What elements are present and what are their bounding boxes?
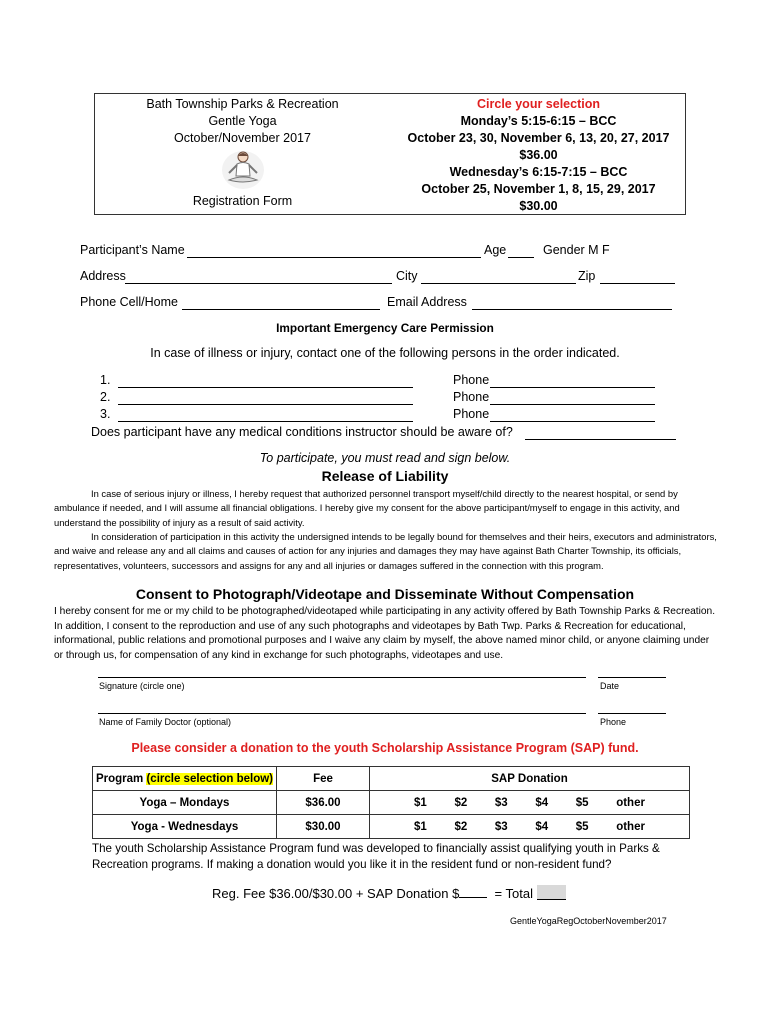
signature-label: Signature (circle one) [99,681,185,691]
release-title: Release of Liability [321,468,449,484]
wednesday-fee: $30.00 [519,199,558,213]
zip-label: Zip [578,269,596,283]
contact-number-1: 1. [100,373,111,387]
date-field[interactable] [598,677,666,678]
participant-label: Participant’s Name [80,243,185,257]
total-field[interactable] [537,885,566,900]
contact-field-3[interactable] [118,421,413,422]
address-field[interactable] [125,283,392,284]
email-label: Email Address [387,295,467,309]
selection-prompt: Circle your selection [477,97,600,111]
donation-option[interactable]: $2 [454,796,468,809]
age-label: Age [484,243,507,257]
wednesday-option[interactable]: Wednesday’s 6:15-7:15 – BCC [449,165,628,179]
signature-field[interactable] [98,677,586,678]
sap-explanation: The youth Scholarship Assistance Program fund was developed to financially assist qualifying youth in Parks & Recreation programs. If making a donation would you like it in the resident fund or non-resident fund? [92,842,660,871]
donation-option[interactable]: $1 [414,796,427,809]
form-title: Registration Form [192,194,293,208]
header-box [94,93,686,215]
address-label: Address [80,269,126,283]
medical-conditions-field[interactable] [525,439,676,440]
fee-header: Fee [277,767,370,791]
donation-option[interactable]: other [616,820,645,833]
monday-dates: October 23, 30, November 6, 13, 20, 27, 2017 [407,131,670,145]
sap-appeal: Please consider a donation to the youth Scholarship Assistance Program (SAP) fund. [131,741,639,755]
phone-field[interactable] [182,309,380,310]
doctor-phone-field[interactable] [598,713,666,714]
monday-fee: $36.00 [519,148,558,162]
donation-option[interactable]: $5 [575,796,589,809]
donation-option[interactable]: other [616,796,645,809]
monday-option[interactable]: Monday’s 5:15-6:15 – BCC [460,114,617,128]
city-label: City [396,269,418,283]
contact-number-3: 3. [100,407,111,421]
medical-question: Does participant have any medical conditions instructor should be aware of? [91,425,513,439]
class-name: Gentle Yoga [208,114,277,128]
footer-file-id: GentleYogaRegOctoberNovember2017 [510,916,667,926]
yoga-person-icon [95,148,390,190]
donation-header: SAP Donation [370,767,690,791]
age-field[interactable] [508,257,534,258]
city-field[interactable] [421,283,576,284]
donation-option[interactable]: $5 [575,820,589,833]
sap-row-monday[interactable] [93,791,690,815]
sap-row-wednesday[interactable] [93,815,690,839]
photo-consent-title: Consent to Photograph/Videotape and Disseminate Without Compensation [135,586,635,602]
org-name: Bath Township Parks & Recreation [146,97,339,111]
read-sign-note: To participate, you must read and sign below. [259,451,511,465]
donation-options-wednesday [370,815,690,839]
participant-name-field[interactable] [187,257,481,258]
contact-phone-label-3: Phone [453,407,490,421]
program-header-label: Program [95,772,144,785]
program-wednesday[interactable]: Yoga - Wednesdays [93,815,277,839]
emergency-title: Important Emergency Care Permission [276,321,494,335]
contact-field-2[interactable] [118,404,413,405]
session-name: October/November 2017 [174,131,311,145]
donation-option[interactable]: $4 [535,820,549,833]
donation-option[interactable]: $4 [535,796,549,809]
header-left [95,94,390,210]
contact-phone-label-1: Phone [453,373,490,387]
contact-number-2: 2. [100,390,111,404]
donation-option[interactable]: $3 [494,796,508,809]
contact-phone-field-2[interactable] [490,404,655,405]
program-monday[interactable]: Yoga – Mondays [93,791,277,815]
photo-consent-text: I hereby consent for me or my child to be photographed/videotaped while participating in any activity offered by Bath Township Parks & Recreation. In addition, I consent to the reproduction and use of any such photographs and videotapes by Bath Twp. Parks & Recreation for educational, informational, public relations and promotional purposes and I waive any claim by myself, the above named minor child, or anyone claiming under or through us, for compensation of any kind in exchange for such photographs, videotapes and use. [54,606,716,661]
total-equals: = Total [494,886,533,901]
release-paragraph-1: In case of serious injury or illness, I hereby request that authorized personnel transport myself/child directly to the nearest hospital, or send by ambulance if needed, and I will assume all financial obligations. I hereby give my consent for the above participant/myself to engage in this activity, and understand the possibility of injury as a result of said activity. [54,488,680,528]
doctor-label: Name of Family Doctor (optional) [99,717,232,727]
donation-options-monday [370,791,690,815]
contact-phone-field-3[interactable] [490,421,655,422]
fee-monday: $36.00 [277,791,370,815]
contact-phone-field-1[interactable] [490,387,655,388]
sap-table [92,766,690,839]
gender-options[interactable]: Gender M F [543,243,610,257]
fee-wednesday: $30.00 [277,815,370,839]
contact-field-1[interactable] [118,387,413,388]
release-paragraph-2: In consideration of participation in this activity the undersigned intends to be legally bound for themselves and their heirs, executors and administrators, and waive and release any and all claims and causes of action for any injuries and damages they may have against Bath Charter Township, its officials, representatives, volunteers, successors and assigns for any and all injuries or damages suffered in the connection with this program. [54,531,717,571]
date-label: Date [600,681,620,691]
circle-selection-highlight: (circle selection below) [146,772,274,785]
doctor-field[interactable] [98,713,586,714]
doctor-phone-label: Phone [600,717,627,727]
email-field[interactable] [472,309,672,310]
contact-phone-label-2: Phone [453,390,490,404]
donation-option[interactable]: $1 [414,820,427,833]
sap-header-row [93,767,690,791]
sap-amount-field[interactable] [459,885,487,898]
program-header [93,767,277,791]
total-prefix: Reg. Fee $36.00/$30.00 + SAP Donation $ [212,886,460,901]
header-right [390,94,687,215]
total-line [212,885,566,901]
phone-label: Phone Cell/Home [80,295,178,309]
zip-field[interactable] [600,283,675,284]
wednesday-dates: October 25, November 1, 8, 15, 29, 2017 [421,182,656,196]
emergency-instruction: In case of illness or injury, contact one of the following persons in the order indicated. [150,346,620,360]
donation-option[interactable]: $2 [454,820,468,833]
donation-option[interactable]: $3 [494,820,508,833]
